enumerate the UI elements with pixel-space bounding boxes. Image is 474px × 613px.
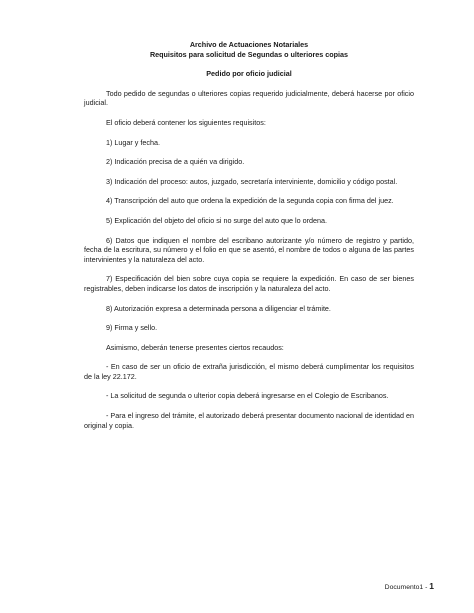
requirement-2: 2) Indicación precisa de a quién va dirigido. bbox=[106, 157, 245, 167]
requirement-4: 4) Transcripción del auto que ordena la expedición de la segunda copia con firma del juez. bbox=[106, 196, 394, 206]
requirement-7: 7) Especificación del bien sobre cuya copia se requiere la expedición. En caso de ser bienes registrables, deben indicarse los datos de inscripción y la naturaleza del acto. bbox=[84, 274, 414, 293]
document-subtitle: Pedido por oficio judicial bbox=[206, 69, 292, 79]
footer-page-number: 1 bbox=[429, 581, 434, 591]
paragraph-intro: Todo pedido de segundas o ulteriores copias requerido judicialmente, deberá hacerse por oficio judicial. bbox=[84, 88, 414, 108]
document-title-line-1: Archivo de Actuaciones Notariales bbox=[189, 40, 309, 49]
paragraph-recaudos-heading: Asimismo, deberán tenerse presentes ciertos recaudos: bbox=[106, 342, 284, 352]
requirement-3: 3) Indicación del proceso: autos, juzgado, secretaría interviniente, domicilio y código postal. bbox=[106, 176, 398, 186]
page-footer bbox=[385, 581, 434, 591]
requirement-1: 1) Lugar y fecha. bbox=[106, 137, 160, 147]
paragraph-requirements-heading: El oficio deberá contener los siguientes requisitos: bbox=[106, 117, 266, 127]
requirement-5: 5) Explicación del objeto del oficio si no surge del auto que lo ordena. bbox=[106, 215, 327, 225]
requirement-8: 8) Autorización expresa a determinada persona a diligenciar el trámite. bbox=[106, 303, 331, 313]
requirement-9: 9) Firma y sello. bbox=[106, 323, 158, 333]
document-body bbox=[84, 40, 414, 440]
recaudo-3: - Para el ingreso del trámite, el autorizado deberá presentar documento nacional de identidad en original y copia. bbox=[84, 411, 414, 430]
requirement-6: 6) Datos que indiquen el nombre del escribano autorizante y/o número de registro y partido, fecha de la escritura, su número y el folio en que se asentó, el nombre de todos o alguna de las partes intervinientes y la naturaleza del acto. bbox=[84, 235, 414, 264]
document-title-line-2: Requisitos para solicitud de Segundas o ulteriores copias bbox=[149, 49, 349, 59]
recaudo-2: - La solicitud de segunda o ulterior copia deberá ingresarse en el Colegio de Escribanos. bbox=[106, 391, 389, 401]
footer-document-label: Documento1 bbox=[384, 584, 424, 591]
footer-separator: - bbox=[423, 584, 430, 591]
recaudo-1: - En caso de ser un oficio de extraña jurisdicción, el mismo deberá cumplimentar los requisitos de la ley 22.172. bbox=[84, 362, 414, 381]
